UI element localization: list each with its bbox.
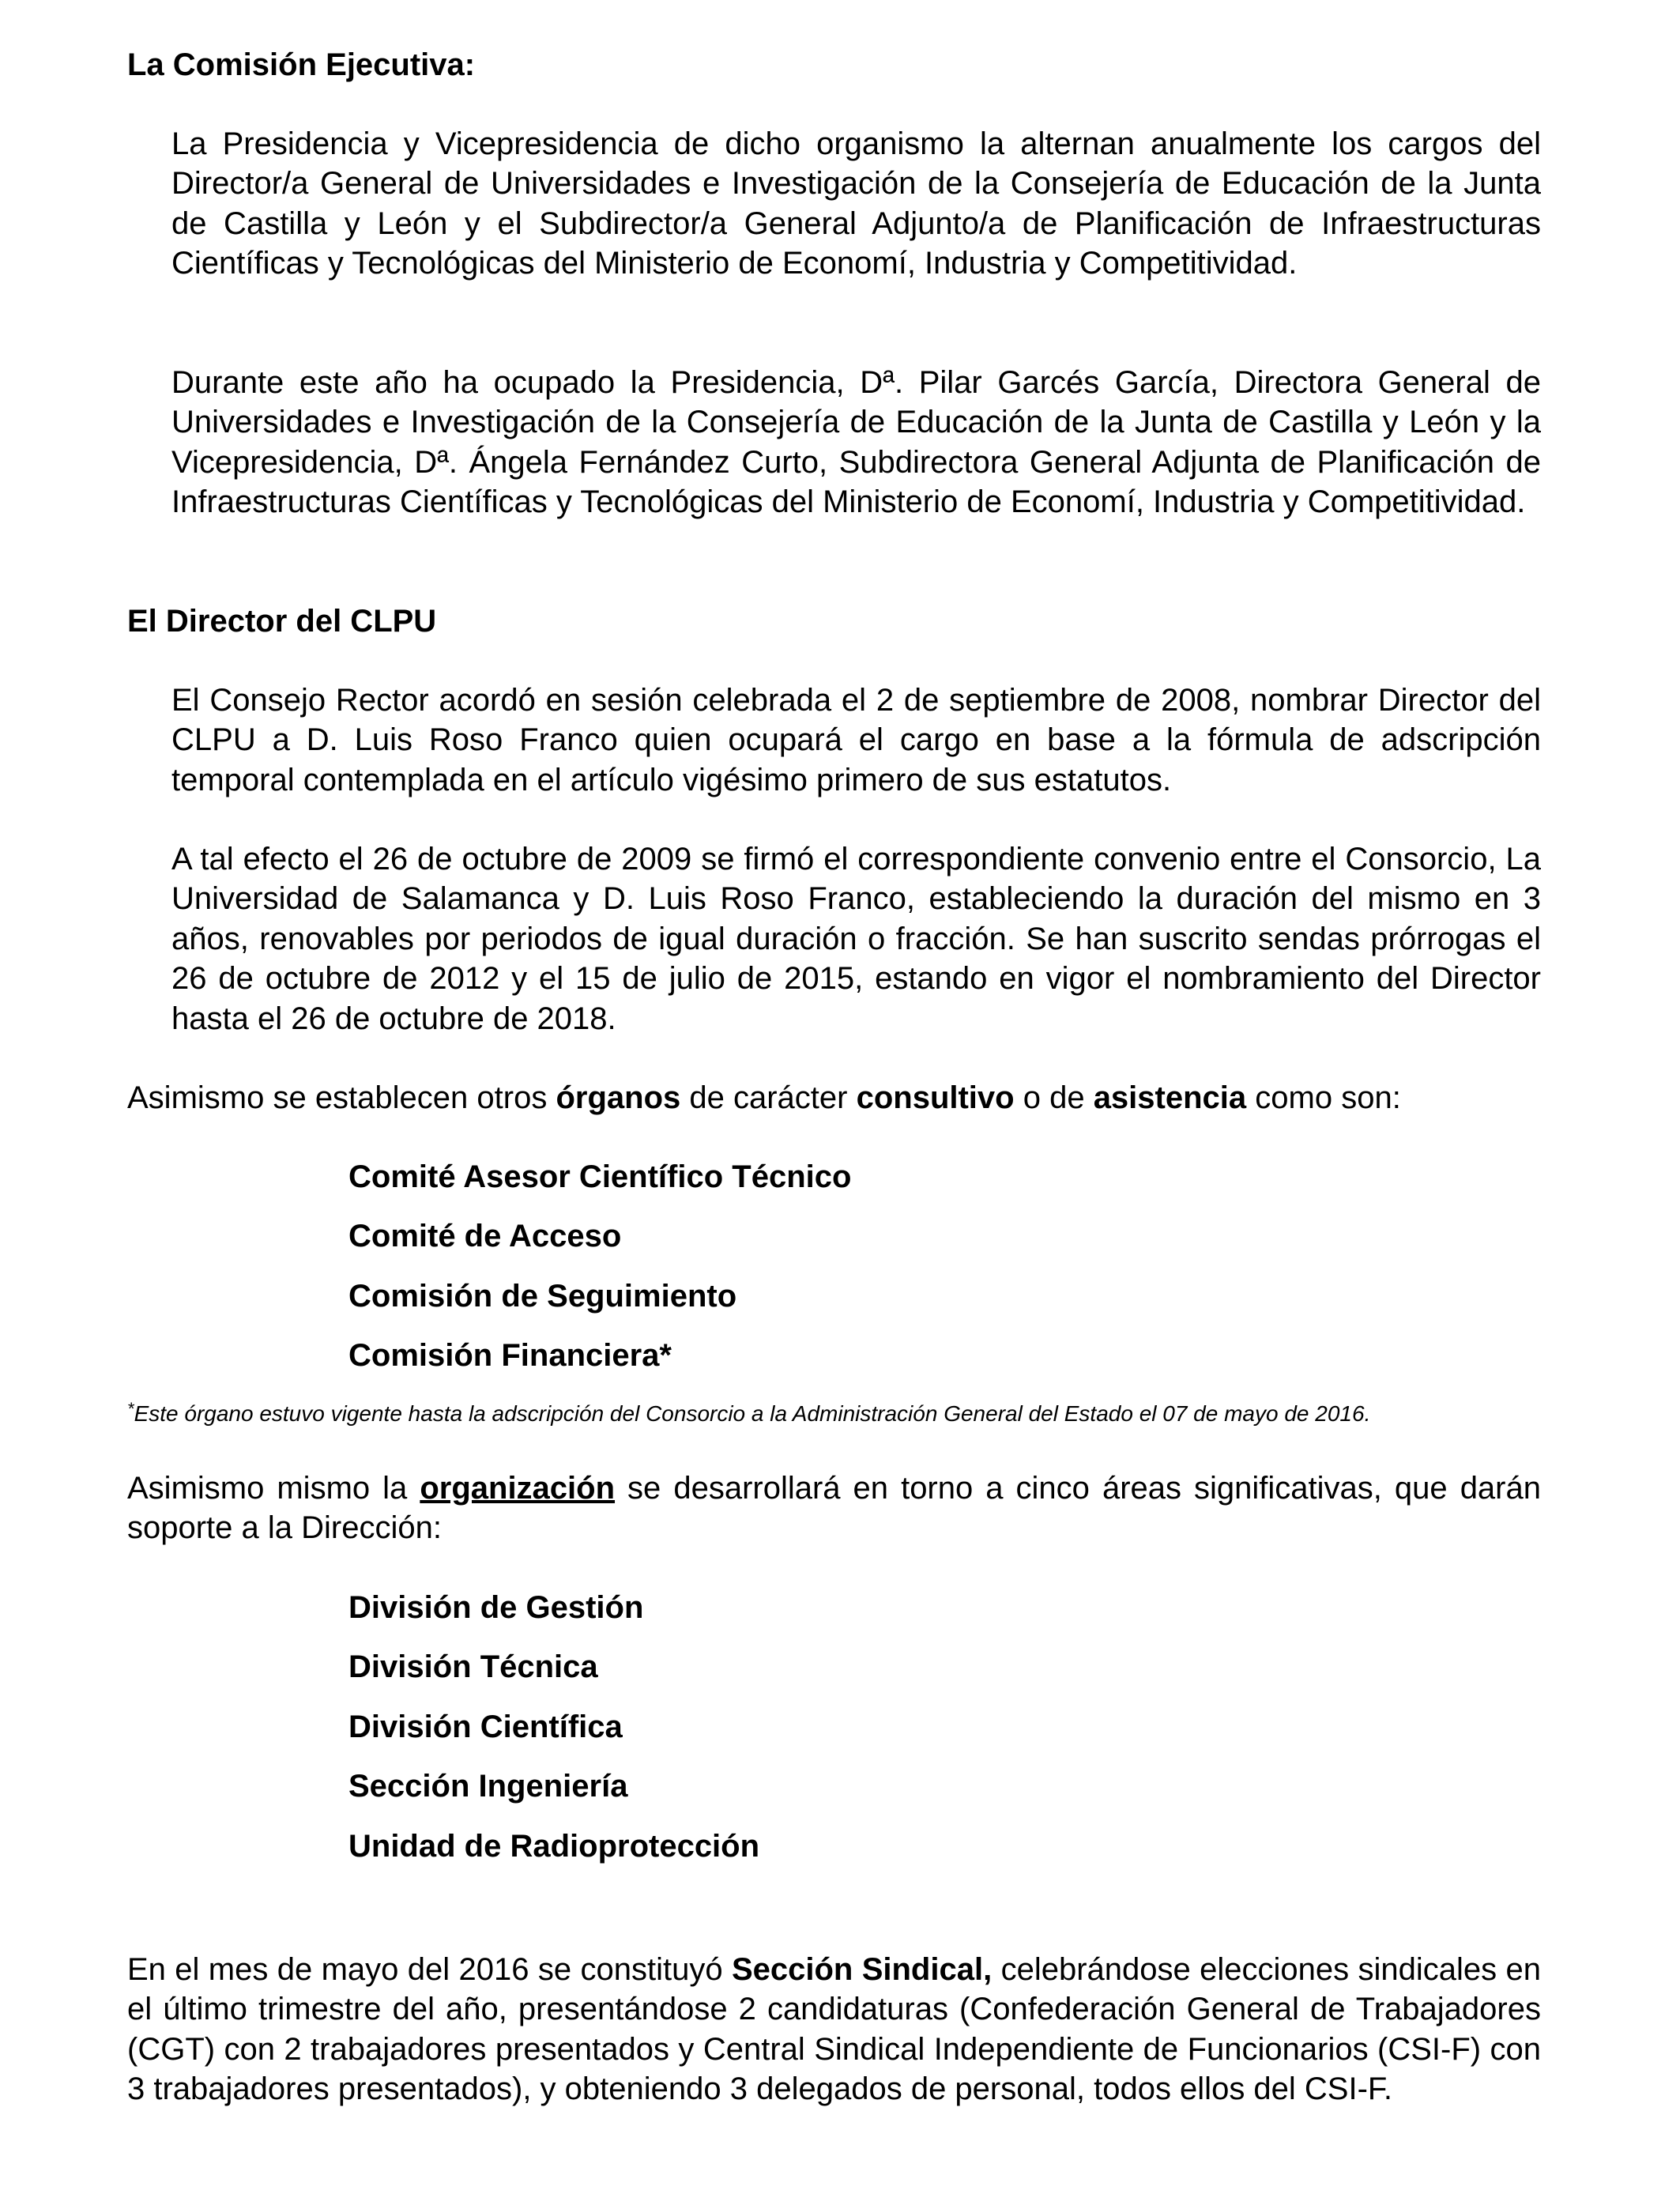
organizacion-intro-text-1: Asimismo mismo la — [127, 1471, 420, 1506]
sindical-text-1: En el mes de mayo del 2016 se constituyó — [127, 1952, 732, 1987]
footnote-text: Este órgano estuvo vigente hasta la adscripción del Consorcio a la Administración General del Estado el 07 de mayo de 2016. — [134, 1401, 1371, 1426]
organizacion-intro-text-2: se desarrollará en torno a cinco áreas significativas, que darán soporte a la Dirección: — [127, 1471, 1541, 1546]
footnote-marker: * — [127, 1399, 134, 1419]
director-paragraph-1: El Consejo Rector acordó en sesión celebrada el 2 de septiembre de 2008, nombrar Director del CLPU a D. Luis Roso Franco quien ocupará el cargo en base a la fórmula de adscripción temporal contemplada en el artículo vigésimo primero de sus estatutos. — [171, 683, 1541, 797]
area-item: División Científica — [348, 1710, 623, 1744]
comision-heading: La Comisión Ejecutiva: — [127, 47, 476, 82]
area-item: División de Gestión — [348, 1590, 644, 1625]
sindical-bold: Sección Sindical, — [731, 1952, 993, 1987]
organizacion-intro — [127, 1468, 1541, 1548]
comision-paragraph-2: Durante este año ha ocupado la Presidencia, Dª. Pilar Garcés García, Directora General de Universidades e Investigación de la Consejería de Educación de la Junta de Castilla y León y la Vicepresidencia, Dª. Ángela Fernández Curto, Subdirectora General Adjunta de Planificación de Infraestructuras Científicas y Tecnológicas del Ministerio de Economí, Industria y Competitividad. — [171, 365, 1541, 520]
organos-intro-bold-1: órganos — [556, 1080, 681, 1115]
organo-item: Comité Asesor Científico Técnico — [348, 1159, 852, 1194]
organos-intro-text-2: de carácter — [680, 1080, 857, 1115]
organo-item: Comisión de Seguimiento — [348, 1279, 737, 1314]
area-item: División Técnica — [348, 1649, 598, 1684]
organizacion-intro-bold: organización — [420, 1471, 616, 1506]
organos-intro-bold-2: consultivo — [856, 1080, 1015, 1115]
director-heading: El Director del CLPU — [127, 604, 437, 639]
sindical-text-2: celebrándose elecciones sindicales en el último trimestre del año, presentándose 2 candidaturas (Confederación General de Trabajadores (CGT) con 2 trabajadores presentados y Central Sindical Independiente de Funcionarios (CSI-F) con 3 trabajadores presentados), y obteniendo 3 delegados de personal, todos ellos del CSI-F. — [127, 1952, 1541, 2107]
comision-paragraph-1: La Presidencia y Vicepresidencia de dicho organismo la alternan anualmente los cargos del Director/a General de Universidades e Investigación de la Consejería de Educación de la Junta de Castilla y León y el Subdirector/a General Adjunto/a de Planificación de Infraestructuras Científicas y Tecnológicas del Ministerio de Economí, Industria y Competitividad. — [171, 126, 1541, 281]
sindical-paragraph — [127, 1950, 1541, 2109]
organo-item: Comisión Financiera* — [348, 1338, 672, 1373]
area-item: Unidad de Radioprotección — [348, 1829, 760, 1864]
organos-intro — [127, 1078, 1541, 1118]
area-item: Sección Ingeniería — [348, 1769, 628, 1804]
organos-intro-text-1: Asimismo se establecen otros — [127, 1080, 556, 1115]
organos-intro-text-3: o de — [1014, 1080, 1094, 1115]
organo-item: Comité de Acceso — [348, 1219, 622, 1253]
director-paragraph-2: A tal efecto el 26 de octubre de 2009 se firmó el correspondiente convenio entre el Consorcio, La Universidad de Salamanca y D. Luis Roso Franco, estableciendo la duración del mismo en 3 años, renovables por periodos de igual duración o fracción. Se han suscrito sendas prórrogas el 26 de octubre de 2012 y el 15 de julio de 2015, estando en vigor el nombramiento del Director hasta el 26 de octubre de 2018. — [171, 842, 1541, 1036]
organos-intro-bold-3: asistencia — [1093, 1080, 1247, 1115]
organo-footnote — [127, 1400, 1550, 1428]
organos-intro-text-4: como son: — [1246, 1080, 1401, 1115]
